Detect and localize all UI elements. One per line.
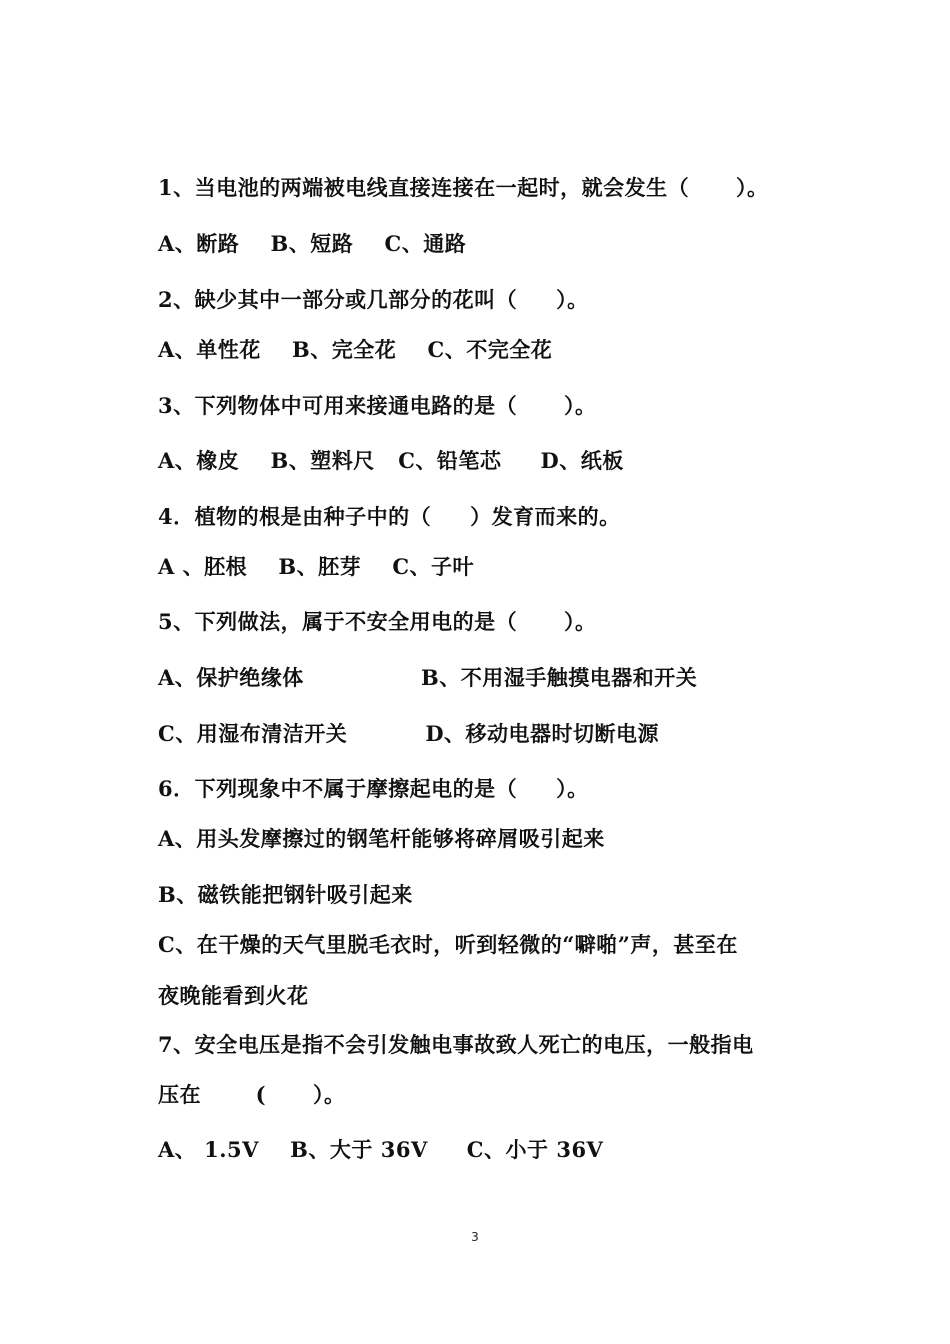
question-6-option-a: A、用头发摩擦过的钢笔杆能够将碎屑吸引起来: [158, 826, 605, 851]
question-2-text: 2、缺少其中一部分或几部分的花叫（ ）。: [158, 287, 589, 312]
question-5-options-cd: C、用湿布清洁开关 D、移动电器时切断电源: [158, 721, 660, 746]
question-5-text: 5、下列做法，属于不安全用电的是（ ）。: [158, 609, 597, 634]
page-number: 3: [471, 1230, 479, 1244]
question-1-text: 1、当电池的两端被电线直接连接在一起时，就会发生（ ）。: [158, 175, 769, 200]
question-4-text: 4．植物的根是由种子中的（ ）发育而来的。: [158, 504, 621, 529]
question-6-option-c-continued: 夜晚能看到火花: [158, 983, 309, 1008]
question-6-option-b: B、磁铁能把钢针吸引起来: [158, 882, 413, 907]
question-7-options: A、 1.5V B、大于 36V C、小于 36V: [158, 1137, 604, 1162]
question-3-text: 3、下列物体中可用来接通电路的是（ ）。: [158, 393, 597, 418]
question-7-text: 7、安全电压是指不会引发触电事故致人死亡的电压，一般指电: [158, 1032, 754, 1057]
question-5-options-ab: A、保护绝缘体 B、不用湿手触摸电器和开关: [158, 665, 698, 690]
question-4-options: A 、胚根 B、胚芽 C、子叶: [158, 554, 475, 579]
question-6-option-c: C、在干燥的天气里脱毛衣时，听到轻微的“噼啪”声，甚至在: [158, 932, 738, 957]
question-1-options: A、断路 B、短路 C、通路: [158, 231, 467, 256]
question-7-text-continued: 压在 ( ）。: [158, 1082, 346, 1107]
question-6-text: 6．下列现象中不属于摩擦起电的是（ ）。: [158, 776, 589, 801]
question-2-options: A、单性花 B、完全花 C、不完全花: [158, 337, 553, 362]
question-3-options: A、橡皮 B、塑料尺 C、铅笔芯 D、纸板: [158, 448, 624, 473]
